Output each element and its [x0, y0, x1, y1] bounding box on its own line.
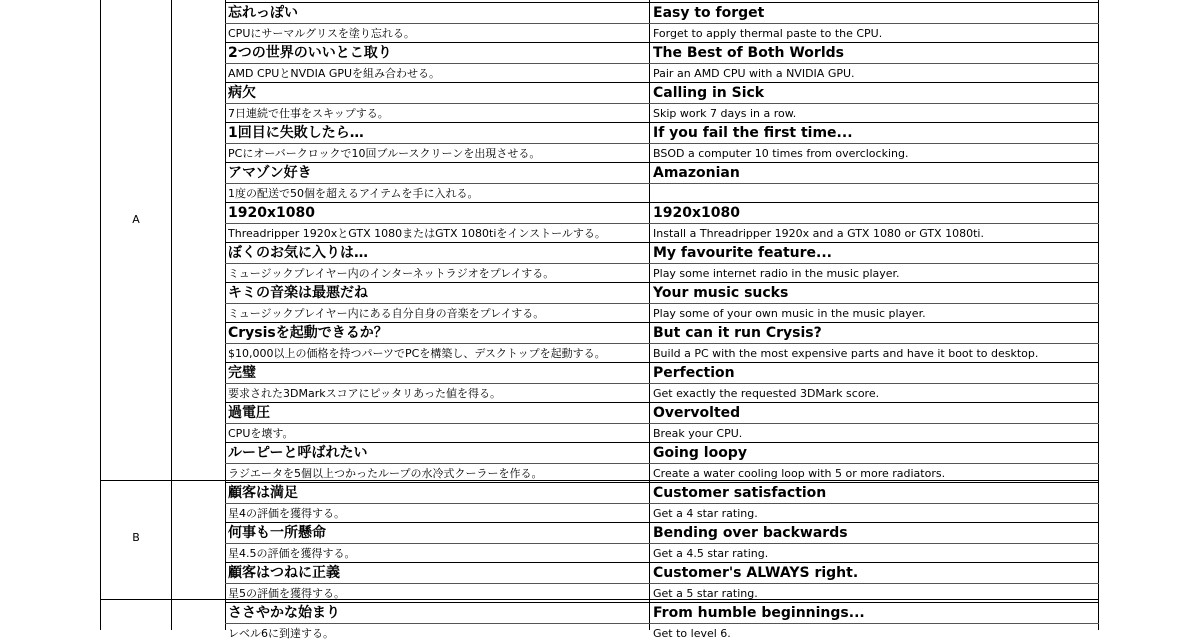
cell-border: [225, 223, 1099, 224]
en-description: Forget to apply thermal paste to the CPU.: [653, 27, 883, 40]
en-description: Get a 5 star rating.: [653, 587, 758, 600]
cell-border: [225, 503, 1099, 504]
en-title: Amazonian: [653, 165, 740, 181]
ja-description: ミュージックプレイヤー内のインターネットラジオをプレイする。: [228, 267, 555, 280]
ja-description: 1度の配送で50個を超えるアイテムを手に入れる。: [228, 187, 479, 200]
en-description: BSOD a computer 10 times from overclocking.: [653, 147, 909, 160]
ja-title: 過電圧: [228, 405, 270, 421]
en-title: Calling in Sick: [653, 85, 765, 101]
cell-border: [225, 383, 1099, 384]
en-description: Get a 4.5 star rating.: [653, 547, 769, 560]
en-title: Customer satisfaction: [653, 485, 827, 501]
en-title: 1920x1080: [653, 205, 740, 221]
cell-border: [225, 583, 1099, 584]
en-description: Get a 4 star rating.: [653, 507, 758, 520]
row-border: [225, 362, 1099, 363]
row-border: [225, 2, 1099, 3]
row-border: [225, 242, 1099, 243]
cell-border: [225, 303, 1099, 304]
ja-description: レベル6に到達する。: [228, 627, 334, 640]
row-border: [225, 522, 1099, 523]
en-description: Create a water cooling loop with 5 or more radiators.: [653, 467, 946, 480]
ja-title: 顧客はつねに正義: [228, 565, 340, 581]
row-border: [225, 602, 1099, 603]
ja-title: 何事も一所懸命: [228, 525, 326, 541]
ja-description: 星4.5の評価を獲得する。: [228, 547, 356, 560]
en-title: Your music sucks: [653, 285, 789, 301]
ja-description: $10,000以上の価格を持つパーツでPCを構築し、デスクトップを起動する。: [228, 347, 606, 360]
group-label-a: A: [132, 213, 140, 226]
en-description: Skip work 7 days in a row.: [653, 107, 797, 120]
cell-border: [225, 23, 1099, 24]
row-border: [225, 482, 1099, 483]
en-description: Break your CPU.: [653, 427, 743, 440]
row-border: [225, 162, 1099, 163]
en-description: Get to level 6.: [653, 627, 731, 640]
cell-border: [225, 103, 1099, 104]
en-title: Easy to forget: [653, 5, 765, 21]
group-label-b: B: [132, 531, 140, 544]
ja-title: 2つの世界のいいとこ取り: [228, 45, 392, 61]
cell-border: [225, 263, 1099, 264]
en-title: From humble beginnings...: [653, 605, 865, 621]
ja-description: Threadripper 1920xとGTX 1080またはGTX 1080tiをインストールする。: [228, 227, 606, 240]
ja-description: 要求された3DMarkスコアにピッタリあった値を得る。: [228, 387, 502, 400]
en-description: [653, 183, 1095, 203]
cell-border: [225, 143, 1099, 144]
en-description: Play some internet radio in the music player.: [653, 267, 900, 280]
en-title: Overvolted: [653, 405, 741, 421]
ja-description: 星4の評価を獲得する。: [228, 507, 345, 520]
row-border: [225, 562, 1099, 563]
ja-description: PCにオーバークロックで10回ブルースクリーンを出現させる。: [228, 147, 541, 160]
ja-title: 完璧: [228, 365, 256, 381]
ja-title: 忘れっぽい: [228, 5, 298, 21]
row-border: [225, 82, 1099, 83]
en-title: Customer's ALWAYS right.: [653, 565, 859, 581]
ja-description: AMD CPUとNVDIA GPUを組み合わせる。: [228, 67, 441, 80]
en-title: The Best of Both Worlds: [653, 45, 844, 61]
cell-border: [225, 543, 1099, 544]
en-description: Pair an AMD CPU with a NVIDIA GPU.: [653, 67, 855, 80]
row-border: [225, 282, 1099, 283]
cell-border: [225, 63, 1099, 64]
cell-border: [225, 463, 1099, 464]
cell-border: [225, 423, 1099, 424]
en-description: Build a PC with the most expensive parts and have it boot to desktop.: [653, 347, 1039, 360]
cell-border: [225, 623, 1099, 624]
grid-line: [171, 0, 172, 630]
grid-line: [1098, 0, 1099, 630]
ja-description: 星5の評価を獲得する。: [228, 587, 345, 600]
ja-description: CPUを壊す。: [228, 427, 294, 440]
en-title: Bending over backwards: [653, 525, 848, 541]
cell-border: [225, 343, 1099, 344]
en-title: Going loopy: [653, 445, 747, 461]
ja-title: Crysisを起動できるか？: [228, 325, 388, 341]
row-border: [225, 402, 1099, 403]
row-border: [225, 122, 1099, 123]
row-border: [225, 202, 1099, 203]
en-title: If you fail the first time...: [653, 125, 853, 141]
ja-title: 病欠: [228, 85, 256, 101]
row-border: [225, 42, 1099, 43]
en-title: Perfection: [653, 365, 735, 381]
en-description: Play some of your own music in the music player.: [653, 307, 926, 320]
ja-description: ミュージックプレイヤー内にある自分自身の音楽をプレイする。: [228, 307, 545, 320]
ja-title: ささやかな始まり: [228, 605, 340, 621]
ja-description: CPUにサーマルグリスを塗り忘れる。: [228, 27, 415, 40]
ja-title: アマゾン好き: [228, 165, 312, 181]
en-description: Install a Threadripper 1920x and a GTX 1080 or GTX 1080ti.: [653, 227, 984, 240]
cell-border: [225, 183, 1099, 184]
ja-title: 1920x1080: [228, 205, 315, 221]
ja-title: ルーピーと呼ばれたい: [228, 445, 368, 461]
ja-title: 1回目に失敗したら…: [228, 125, 364, 141]
ja-title: 顧客は満足: [228, 485, 298, 501]
ja-description: ラジエータを5個以上つかったループの水冷式クーラーを作る。: [228, 467, 543, 480]
row-border: [225, 442, 1099, 443]
en-description: Get exactly the requested 3DMark score.: [653, 387, 880, 400]
row-border: [225, 322, 1099, 323]
ja-title: キミの音楽は最悪だね: [228, 285, 368, 301]
en-title: But can it run Crysis?: [653, 325, 822, 341]
ja-title: ぼくのお気に入りは…: [228, 245, 368, 261]
ja-description: 7日連続で仕事をスキップする。: [228, 107, 389, 120]
en-title: My favourite feature...: [653, 245, 832, 261]
